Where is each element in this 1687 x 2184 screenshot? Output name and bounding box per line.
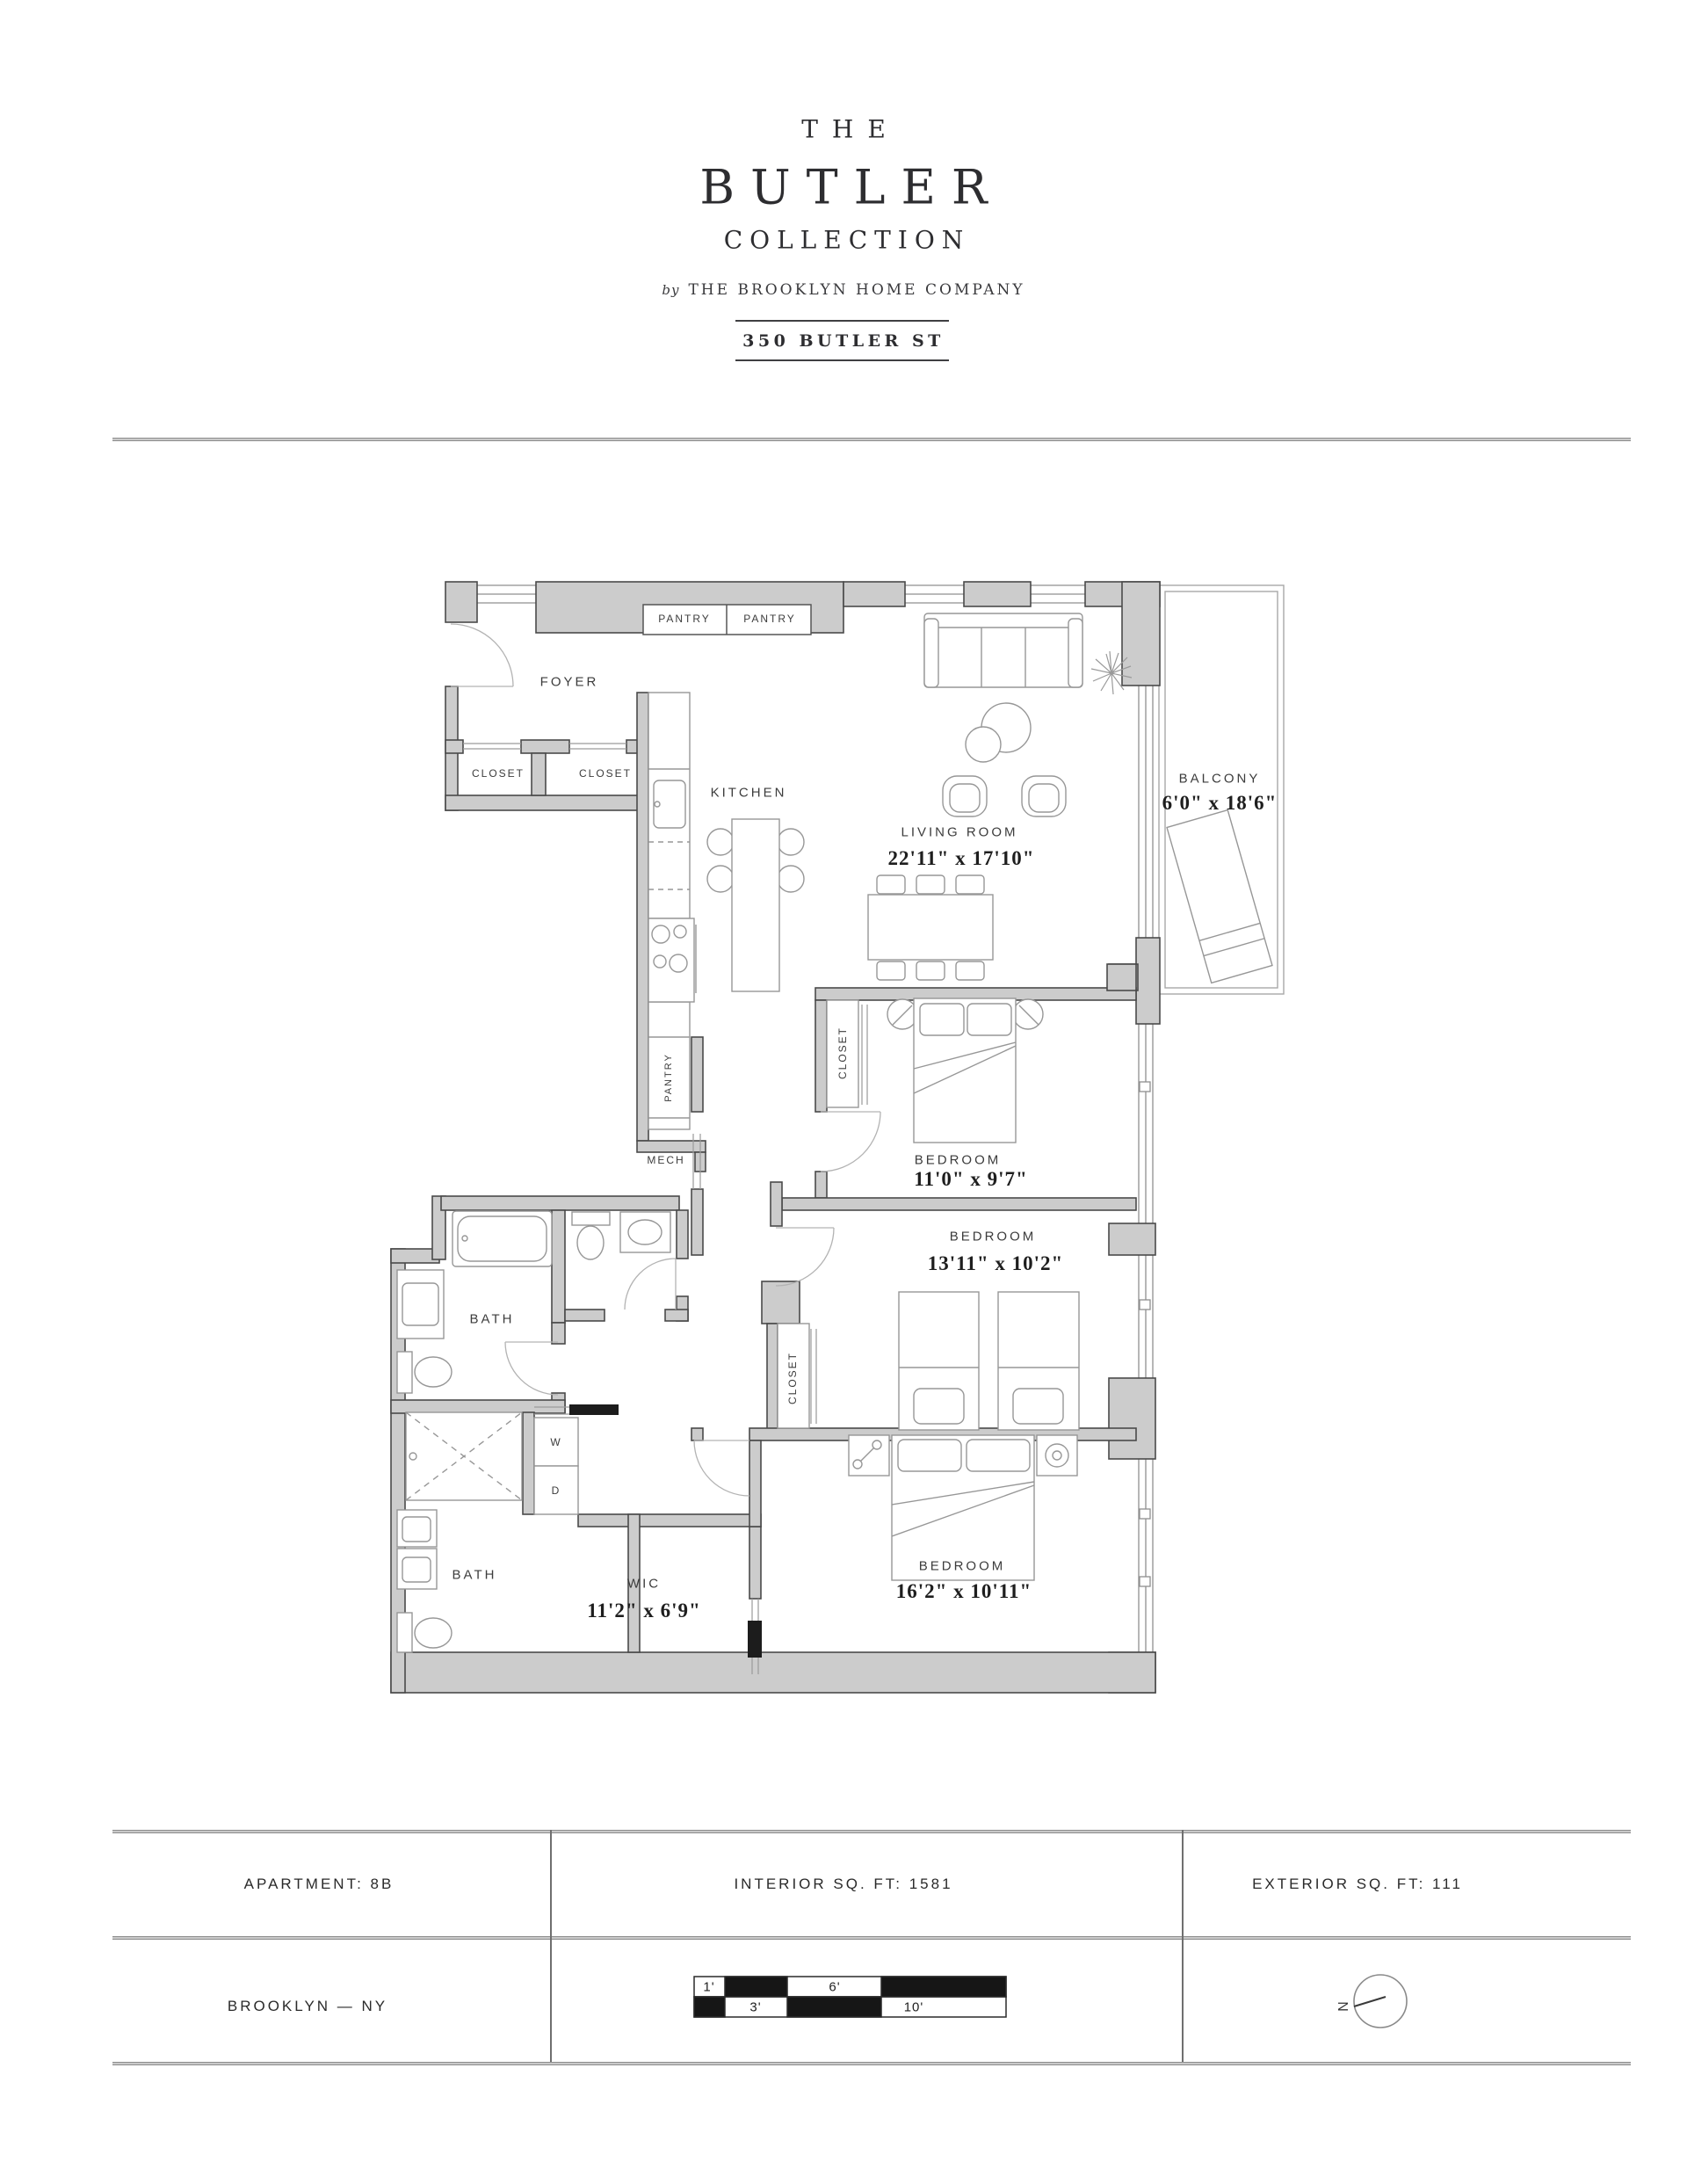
label-mech: MECH bbox=[647, 1154, 685, 1166]
label-washer: W bbox=[550, 1436, 562, 1448]
label-bath1: BATH bbox=[469, 1311, 515, 1327]
dims-balcony: 6'0" x 18'6" bbox=[1162, 792, 1278, 814]
byline-company: THE BROOKLYN HOME COMPANY bbox=[688, 281, 1025, 299]
label-closet-right: CLOSET bbox=[578, 767, 633, 780]
brand-collection: COLLECTION bbox=[723, 225, 971, 255]
scale-label-6ft: 6' bbox=[829, 1979, 841, 1995]
north-compass bbox=[1354, 1975, 1407, 2028]
label-closet-bedroom1: CLOSET bbox=[836, 1026, 849, 1080]
scale-label-3ft: 3' bbox=[749, 1999, 762, 2015]
scale-bar bbox=[694, 1977, 1006, 2017]
table-divider-2 bbox=[1182, 1830, 1184, 2062]
label-bedroom2: BEDROOM bbox=[949, 1229, 1037, 1244]
interior-sqft-cell: INTERIOR SQ. FT: 1581 bbox=[734, 1876, 953, 1892]
scale-label-10ft: 10' bbox=[903, 1999, 924, 2015]
label-pantry-right: PANTRY bbox=[743, 613, 796, 625]
dims-wic: 11'2" x 6'9" bbox=[587, 1600, 701, 1622]
label-kitchen: KITCHEN bbox=[710, 785, 787, 801]
table-line-bottom bbox=[112, 2062, 1631, 2065]
address: 350 BUTLER ST bbox=[742, 331, 945, 351]
brand-the: THE bbox=[801, 114, 900, 144]
dims-living-room: 22'11" x 17'10" bbox=[887, 847, 1035, 869]
apartment-cell: APARTMENT: 8B bbox=[243, 1876, 395, 1892]
table-line-top bbox=[112, 1830, 1631, 1833]
brand-butler: BUTLER bbox=[699, 159, 1003, 215]
dims-bedroom2: 13'11" x 10'2" bbox=[927, 1252, 1064, 1274]
label-pantry-tall: PANTRY bbox=[663, 1053, 674, 1102]
table-line-middle bbox=[112, 1936, 1631, 1940]
exterior-sqft-cell: EXTERIOR SQ. FT: 111 bbox=[1252, 1876, 1463, 1892]
label-bedroom3: BEDROOM bbox=[918, 1558, 1006, 1574]
label-bedroom1: BEDROOM bbox=[914, 1152, 1002, 1168]
label-wic: WIC bbox=[626, 1576, 662, 1592]
label-balcony: BALCONY bbox=[1178, 771, 1261, 787]
north-label: N bbox=[1335, 2001, 1350, 2012]
dims-bedroom1: 11'0" x 9'7" bbox=[914, 1168, 1028, 1190]
label-closet-bedroom2: CLOSET bbox=[786, 1351, 799, 1405]
label-closet-left: CLOSET bbox=[471, 767, 525, 780]
city-cell: BROOKLYN — NY bbox=[227, 1998, 388, 2014]
label-dryer: D bbox=[551, 1484, 561, 1497]
byline-by: by bbox=[662, 282, 680, 298]
label-pantry-left: PANTRY bbox=[658, 613, 711, 625]
label-foyer: FOYER bbox=[539, 674, 599, 690]
table-divider-1 bbox=[550, 1830, 552, 2062]
label-living-room: LIVING ROOM bbox=[901, 824, 1018, 840]
scale-label-1ft: 1' bbox=[703, 1979, 715, 1995]
label-bath2: BATH bbox=[452, 1567, 497, 1583]
dims-bedroom3: 16'2" x 10'11" bbox=[895, 1580, 1032, 1602]
